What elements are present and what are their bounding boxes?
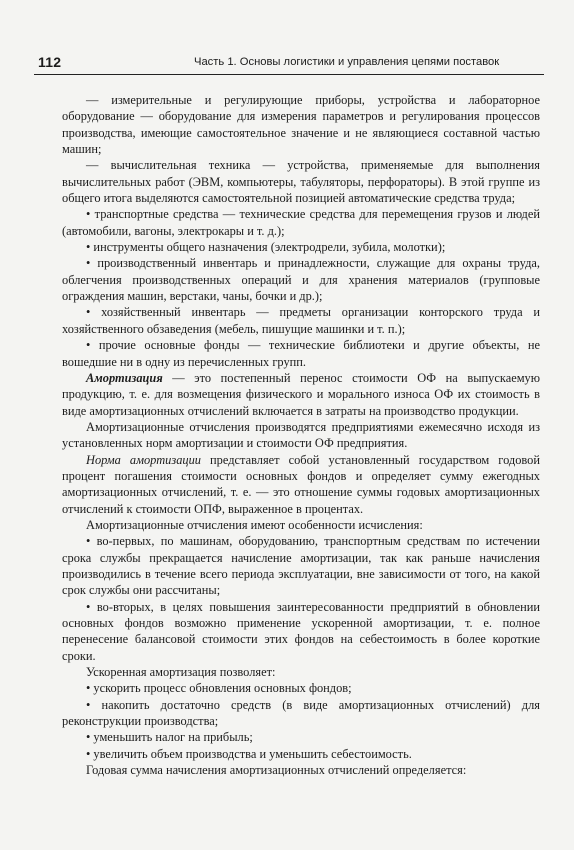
defined-term: Амортизация: [86, 370, 163, 385]
list-item: [62, 304, 540, 337]
list-item: [62, 239, 540, 255]
list-item: [62, 697, 540, 730]
paragraph: [62, 419, 540, 452]
paragraph-text: — измерительные и регулирующие приборы, устройства и лабораторное оборудование — оборудование для измерения параметров и регулирования процессов производства, имеющие самостоятельное значение и не являющиеся составной частью машин;: [62, 93, 540, 157]
paragraph-text: Амортизационные отчисления имеют особенности исчисления:: [86, 517, 423, 532]
paragraph-text: • во-первых, по машинам, оборудованию, транспортным средствам по истечении срока службы прекращается начисление амортизации, так как раньше начисления производились в течение всего периода эксплуатации, вне зависимости от того, на какой срок службы они рассчитаны;: [62, 534, 540, 598]
paragraph-text: представляет собой установленный государством годовой процент погашения стоимости основных фондов и определяет сумму ежегодных амортизационных отчислений, т. е. — это отношение суммы годовых амортизационных отчислений к стоимости ОПФ, выраженное в процентах.: [62, 452, 541, 516]
paragraph-text: • увеличить объем производства и уменьшить себестоимость.: [86, 746, 412, 761]
definition-paragraph: [62, 452, 540, 517]
list-item: [62, 533, 540, 598]
paragraph-text: Ускоренная амортизация позволяет:: [86, 665, 276, 680]
paragraph-text: Амортизационные отчисления производятся предприятиями ежемесячно исходя из установленных норм амортизации и стоимости ОФ предприятия.: [62, 419, 540, 451]
paragraph: [62, 664, 540, 680]
running-title: Часть 1. Основы логистики и управления цепями поставок: [194, 56, 500, 68]
list-item: [62, 255, 540, 304]
list-item: [62, 746, 540, 762]
list-item: [62, 729, 540, 745]
paragraph: [62, 762, 540, 778]
paragraph-text: • ускорить процесс обновления основных фондов;: [86, 681, 352, 696]
paragraph-text: — это постепенный перенос стоимости ОФ на выпускаемую продукцию, т. е. для возмещения физического и морального износа ОФ их стоимость в виде амортизационных отчислений включается в затраты на производство продукции.: [62, 370, 540, 418]
paragraph-text: Годовая сумма начисления амортизационных отчислений определяется:: [86, 763, 467, 778]
list-item: [62, 206, 540, 239]
body-text: [62, 92, 540, 778]
paragraph: [62, 92, 540, 157]
paragraph-text: • накопить достаточно средств (в виде амортизационных отчислений) для реконструкции производства;: [62, 697, 540, 729]
paragraph-text: • уменьшить налог на прибыль;: [86, 730, 253, 745]
paragraph-text: • прочие основные фонды — технические библиотеки и другие объекты, не вошедшие ни в одну из перечисленных групп.: [62, 338, 540, 369]
page-header: [34, 54, 544, 75]
paragraph: [62, 517, 540, 533]
definition-paragraph: [62, 370, 540, 419]
page-number: 112: [38, 54, 62, 70]
list-item: [62, 337, 540, 370]
paragraph-text: • транспортные средства — технические средства для перемещения грузов и людей (автомобили, вагоны, электрокары и т. д.);: [62, 207, 540, 238]
paragraph-text: • во-вторых, в целях повышения заинтересованности предприятий в обновлении основных фондов возможно применение ускоренной амортизации, т. е. полное перенесение балансовой стоимости этих фондов на себестоимость в более короткие сроки.: [62, 599, 540, 663]
paragraph-text: • инструменты общего назначения (электродрели, зубила, молотки);: [86, 240, 446, 255]
list-item: [62, 680, 540, 696]
list-item: [62, 599, 540, 664]
defined-term: Норма амортизации: [86, 452, 201, 467]
paragraph-text: — вычислительная техника — устройства, применяемые для выполнения вычислительных работ (ЭВМ, компьютеры, табуляторы, перфораторы). В этой группе из общего итога выделяются самостоятельной позицией автоматические средства труда;: [62, 158, 540, 206]
paragraph-text: • хозяйственный инвентарь — предметы организации конторского труда и хозяйственного обзаведения (мебель, пишущие машинки и т. п.);: [62, 305, 540, 336]
paragraph-text: • производственный инвентарь и принадлежности, служащие для охраны труда, облегчения производственных операций и для хранения материалов (групповые ограждения машин, верстаки, чаны, бочки и др.);: [62, 256, 540, 304]
paragraph: [62, 157, 540, 206]
